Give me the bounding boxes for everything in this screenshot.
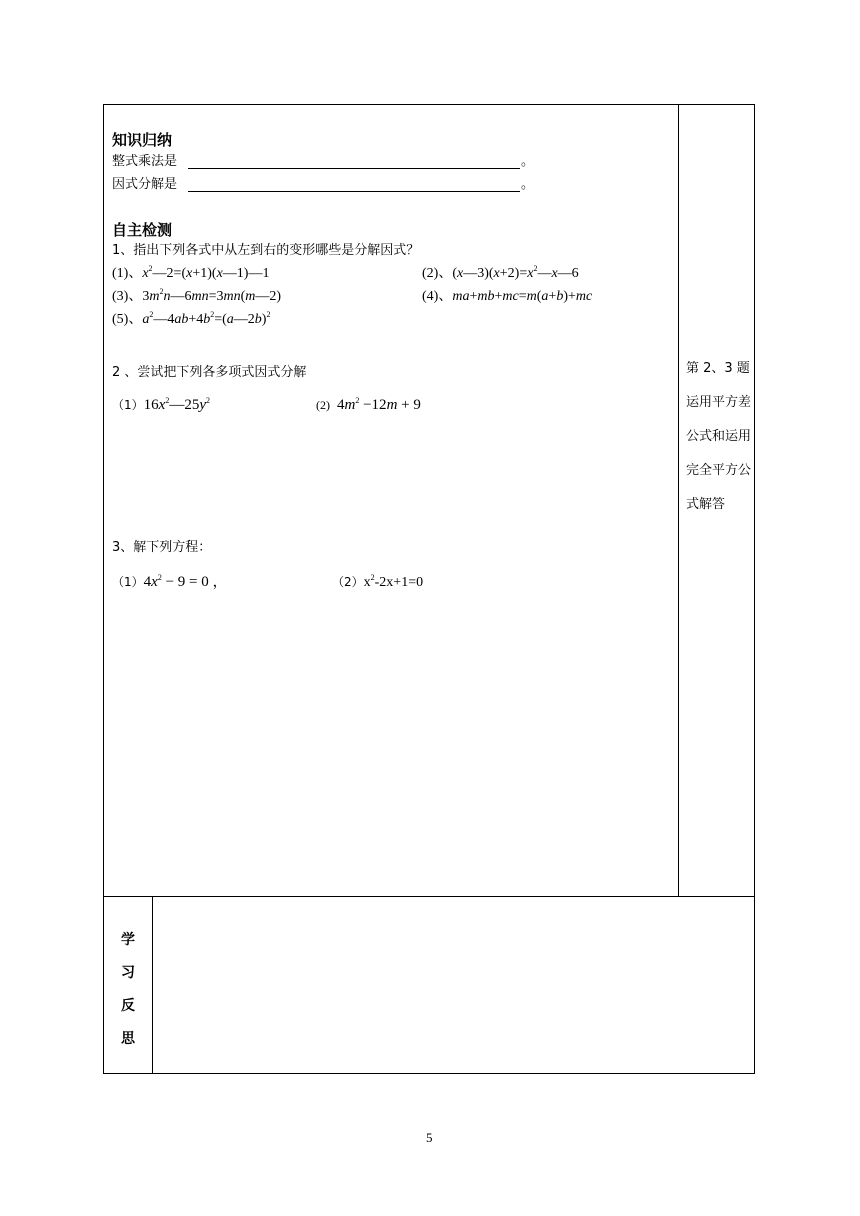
factorization-blank bbox=[188, 191, 520, 192]
q1-item-4 bbox=[422, 288, 592, 306]
period-mark: 。 bbox=[521, 177, 535, 192]
math-expression: $3m^2n—6mn=3mn(m—2)$ bbox=[142, 287, 282, 304]
side-note: 第 2、3 题运用平方差公式和运用完全平方公式解答 bbox=[686, 361, 752, 512]
q1-item-5 bbox=[112, 311, 270, 329]
q1-item-3 bbox=[112, 288, 281, 306]
item-number: (5)、 bbox=[112, 312, 143, 327]
q3-item-1 bbox=[112, 573, 227, 592]
reflection-label bbox=[118, 924, 138, 1056]
math-expression: $a^2—4ab+4b^2=(a—2b)^2$ bbox=[142, 310, 271, 327]
question-3-prompt: 3、解下列方程： bbox=[112, 540, 212, 555]
math-expression: $x^2—2=(x+1)(x—1)—1$ bbox=[142, 264, 270, 281]
factorization-label: 因式分解是 bbox=[112, 177, 178, 192]
math-expression: $4x^2 - 9 = 0$ ， bbox=[143, 573, 228, 590]
table-border-bottom bbox=[103, 1073, 755, 1074]
item-number: (1)、 bbox=[112, 266, 143, 281]
reflection-char: 习 bbox=[121, 965, 135, 981]
polynomial-multiplication-blank bbox=[188, 168, 520, 169]
self-test-heading: 自主检测 bbox=[112, 221, 173, 239]
knowledge-heading: 知识归纳 bbox=[112, 131, 173, 149]
math-expression: $x^2-2x+1=0$ bbox=[363, 573, 424, 590]
period-mark: 。 bbox=[521, 154, 535, 169]
table-border-left bbox=[103, 104, 104, 1074]
item-number: (3)、 bbox=[112, 289, 143, 304]
q3-item-2 bbox=[332, 573, 423, 592]
math-expression: ma+mb+mc=m(a+b)+mc bbox=[452, 289, 593, 304]
question-2-prompt: 2 、尝试把下列各多项式因式分解 bbox=[112, 365, 307, 380]
q2-item-1 bbox=[112, 396, 210, 415]
q1-item-1 bbox=[112, 265, 269, 283]
reflection-char: 学 bbox=[121, 932, 135, 948]
polynomial-multiplication-label: 整式乘法是 bbox=[112, 154, 178, 169]
item-number: （2） bbox=[332, 575, 364, 589]
table-row-divider bbox=[103, 896, 755, 897]
item-number: (2) bbox=[316, 398, 330, 412]
math-expression: $(x—3)(x+2)=x^2—x—6$ bbox=[452, 264, 579, 281]
item-number: (2)、 bbox=[422, 266, 453, 281]
side-column-divider bbox=[678, 104, 679, 897]
question-1-prompt: 1、指出下列各式中从左到右的变形哪些是分解因式？ bbox=[112, 243, 420, 258]
item-number: (4)、 bbox=[422, 289, 453, 304]
reflection-label-divider bbox=[152, 896, 153, 1074]
q1-item-2 bbox=[422, 265, 579, 283]
page-number: 5 bbox=[426, 1130, 433, 1145]
math-expression: $4m^2 -12m + 9$ bbox=[337, 396, 421, 413]
reflection-char: 思 bbox=[121, 1031, 135, 1047]
item-number: （1） bbox=[112, 398, 144, 412]
q2-item-2 bbox=[316, 396, 421, 415]
reflection-char: 反 bbox=[121, 998, 135, 1014]
math-expression: $16x^2—25y^2$ bbox=[143, 396, 210, 413]
table-border-right bbox=[754, 104, 755, 1074]
table-border-top bbox=[103, 104, 755, 105]
item-number: （1） bbox=[112, 575, 144, 589]
